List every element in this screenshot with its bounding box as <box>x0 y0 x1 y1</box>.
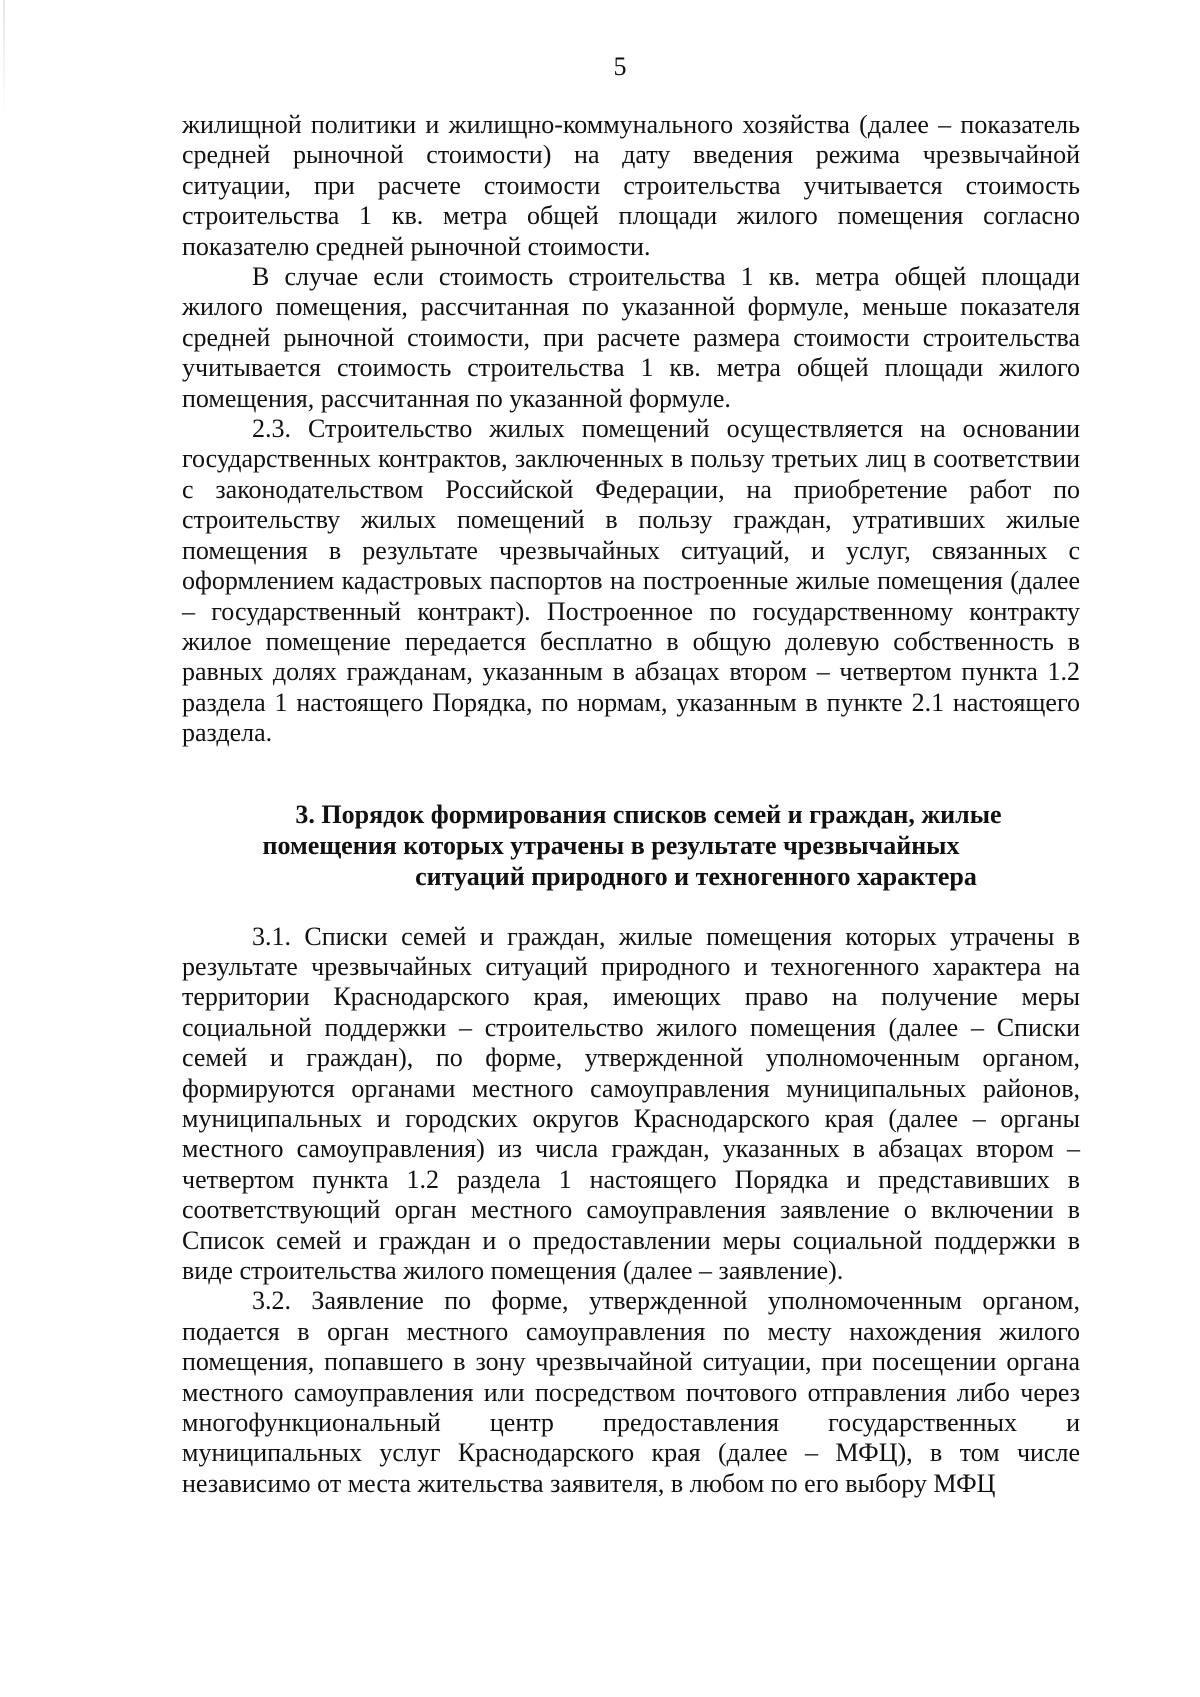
document-body <box>182 110 1080 1499</box>
heading-line-3: ситуаций природного и техногенного характера <box>415 861 977 891</box>
heading-line-2: помещения которых утрачены в результате чрезвычайных <box>262 830 960 860</box>
paragraph-3-2: 3.2. Заявление по форме, утвержденной уполномоченным органом, подается в орган местного самоуправления по месту нахождения жилого помещения, попавшего в зону чрезвычайной ситуации, при посещении органа местного самоуправления или посредством почтового отправления либо через многофункциональный центр предоставления государственных и муниципальных услуг Краснодарского края (далее – МФЦ), в том числе независимо от места жительства заявителя, в любом по его выбору МФЦ <box>182 1286 1080 1498</box>
paragraph-3-1: 3.1. Списки семей и граждан, жилые помещения которых утрачены в результате чрезвычайных ситуаций природного и техногенного характера на территории Краснодарского края, имеющих право на получение меры социальной поддержки – строительство жилого помещения (далее – Списки семей и граждан), по форме, утвержденной уполномоченным органом, формируются органами местного самоуправления муниципальных районов, муниципальных и городских округов Краснодарского края (далее – органы местного самоуправления) из числа граждан, указанных в абзацах втором – четвертом пункта 1.2 раздела 1 настоящего Порядка и представивших в соответствующий орган местного самоуправления заявление о включении в Список семей и граждан и о предоставлении меры социальной поддержки в виде строительства жилого помещения (далее – заявление). <box>182 921 1080 1285</box>
paragraph-2-3: 2.3. Строительство жилых помещений осуществляется на основании государственных контрактов, заключенных в пользу третьих лиц в соответствии с законодательством Российской Федерации, на приобретение работ по строительству жилых помещений в пользу граждан, утративших жилые помещения в результате чрезвычайных ситуаций, и услуг, связанных с оформлением кадастровых паспортов на построенные жилые помещения (далее – государственный контракт). Построенное по государственному контракту жилое помещение передается бесплатно в общую долевую собственность в равных долях гражданам, указанным в абзацах втором – четвертом пункта 1.2 раздела 1 настоящего Порядка, по нормам, указанным в пункте 2.1 настоящего раздела. <box>182 414 1080 748</box>
paragraph-continued: жилищной политики и жилищно-коммунального хозяйства (далее – показатель средней рыночной стоимости) на дату введения режима чрезвычайной ситуации, при расчете стоимости строительства учитывается стоимость строительства 1 кв. метра общей площади жилого помещения согласно показателю средней рыночной стоимости. <box>182 110 1080 261</box>
heading-line-1: 3. Порядок формирования списков семей и граждан, жилые <box>295 799 1002 829</box>
page-number: 5 <box>613 52 627 81</box>
section-3-heading <box>182 799 1080 892</box>
paragraph-cost-comparison: В случае если стоимость строительства 1 кв. метра общей площади жилого помещения, рассчитанная по указанной формуле, меньше показателя средней рыночной стоимости, при расчете размера стоимости строительства учитывается стоимость строительства 1 кв. метра общей площади жилого помещения, рассчитанная по указанной формуле. <box>182 262 1080 413</box>
